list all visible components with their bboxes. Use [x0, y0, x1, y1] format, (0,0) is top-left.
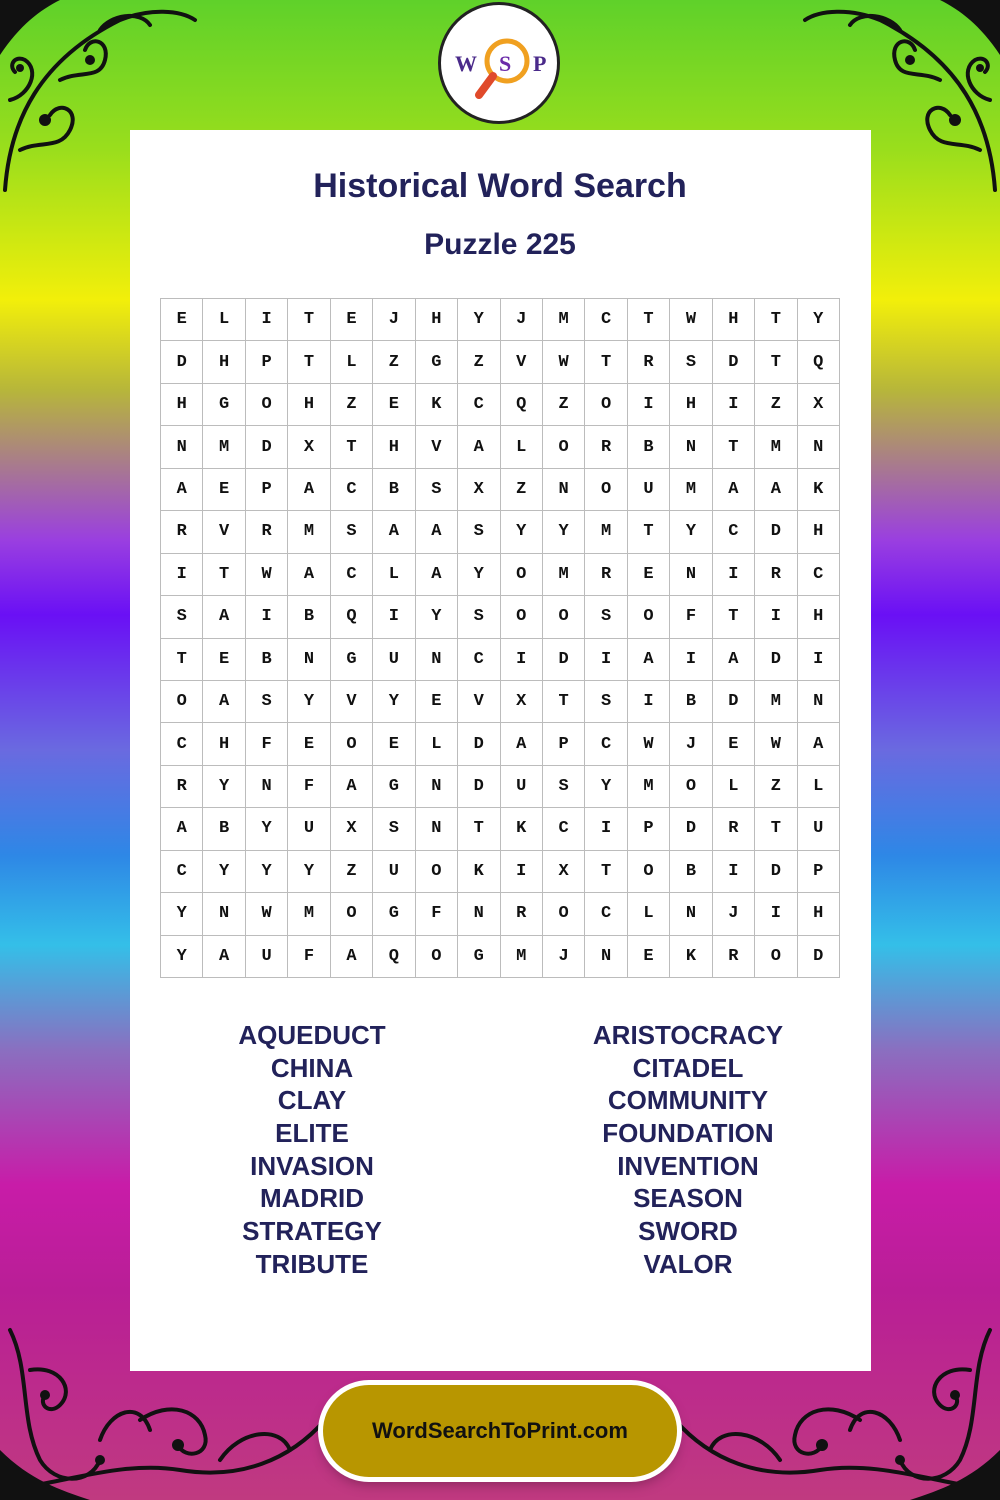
grid-cell[interactable]: X — [458, 469, 500, 511]
grid-cell[interactable]: T — [755, 299, 797, 341]
grid-cell[interactable]: N — [416, 639, 458, 681]
logo-letter-p: P — [533, 51, 547, 76]
grid-cell[interactable]: Y — [670, 511, 712, 553]
grid-cell[interactable]: N — [543, 469, 585, 511]
grid-cell[interactable]: H — [416, 299, 458, 341]
page-title: Historical Word Search — [313, 167, 687, 205]
grid-cell[interactable]: O — [628, 596, 670, 638]
grid-cell[interactable]: L — [798, 766, 840, 808]
word-list-item: VALOR — [643, 1248, 733, 1279]
grid-cell[interactable]: H — [713, 299, 755, 341]
grid-cell[interactable]: P — [246, 341, 288, 383]
grid-cell[interactable]: D — [798, 936, 840, 978]
word-list-item: MADRID — [260, 1183, 364, 1214]
grid-cell[interactable]: S — [161, 596, 203, 638]
grid-cell[interactable]: M — [628, 766, 670, 808]
grid-cell[interactable]: Q — [331, 596, 373, 638]
grid-cell[interactable]: O — [331, 723, 373, 765]
grid-cell[interactable]: I — [501, 851, 543, 893]
grid-cell[interactable]: L — [331, 341, 373, 383]
grid-cell[interactable]: A — [501, 723, 543, 765]
grid-cell[interactable]: M — [288, 511, 330, 553]
grid-cell[interactable]: C — [331, 469, 373, 511]
grid-cell[interactable]: F — [670, 596, 712, 638]
grid-cell[interactable]: D — [670, 808, 712, 850]
grid-cell[interactable]: A — [203, 596, 245, 638]
grid-cell[interactable]: A — [458, 426, 500, 468]
grid-cell[interactable]: N — [585, 936, 627, 978]
grid-cell[interactable]: H — [798, 893, 840, 935]
grid-cell[interactable]: S — [373, 808, 415, 850]
grid-cell[interactable]: A — [373, 511, 415, 553]
grid-cell[interactable]: D — [161, 341, 203, 383]
grid-cell[interactable]: E — [713, 723, 755, 765]
grid-cell[interactable]: K — [501, 808, 543, 850]
grid-cell[interactable]: D — [458, 766, 500, 808]
grid-cell[interactable]: K — [458, 851, 500, 893]
grid-cell[interactable]: Z — [755, 384, 797, 426]
grid-cell[interactable]: Y — [246, 808, 288, 850]
grid-cell[interactable]: O — [543, 893, 585, 935]
grid-cell[interactable]: Y — [416, 596, 458, 638]
grid-cell[interactable]: I — [373, 596, 415, 638]
grid-cell[interactable]: I — [713, 384, 755, 426]
grid-cell[interactable]: G — [373, 766, 415, 808]
grid-cell[interactable]: D — [458, 723, 500, 765]
grid-cell[interactable]: L — [416, 723, 458, 765]
word-list-item: CITADEL — [632, 1052, 744, 1083]
grid-cell[interactable]: N — [161, 426, 203, 468]
word-list-item: INVENTION — [617, 1150, 759, 1181]
word-list-item: INVASION — [250, 1150, 374, 1181]
grid-cell[interactable]: A — [416, 554, 458, 596]
grid-cell[interactable]: Y — [458, 554, 500, 596]
grid-cell[interactable]: A — [755, 469, 797, 511]
grid-cell[interactable]: T — [755, 808, 797, 850]
grid-cell[interactable]: E — [373, 723, 415, 765]
grid-cell[interactable]: D — [755, 851, 797, 893]
grid-cell[interactable]: A — [713, 639, 755, 681]
word-list-right — [508, 1019, 868, 1281]
grid-cell[interactable]: R — [161, 766, 203, 808]
grid-cell[interactable]: I — [628, 384, 670, 426]
grid-cell[interactable]: I — [628, 681, 670, 723]
grid-cell[interactable]: B — [628, 426, 670, 468]
grid-cell[interactable]: I — [670, 639, 712, 681]
grid-cell[interactable]: S — [543, 766, 585, 808]
grid-cell[interactable]: H — [798, 596, 840, 638]
grid-cell[interactable]: O — [161, 681, 203, 723]
grid-cell[interactable]: A — [288, 469, 330, 511]
grid-cell[interactable]: R — [628, 341, 670, 383]
grid-cell[interactable]: S — [246, 681, 288, 723]
grid-cell[interactable]: V — [501, 341, 543, 383]
grid-cell[interactable]: U — [246, 936, 288, 978]
grid-cell[interactable]: M — [501, 936, 543, 978]
grid-cell[interactable]: J — [543, 936, 585, 978]
grid-cell[interactable]: Y — [543, 511, 585, 553]
grid-cell[interactable]: R — [713, 936, 755, 978]
grid-cell[interactable]: V — [331, 681, 373, 723]
grid-cell[interactable]: C — [458, 384, 500, 426]
grid-cell[interactable]: U — [798, 808, 840, 850]
grid-cell[interactable]: M — [755, 426, 797, 468]
grid-cell[interactable]: K — [670, 936, 712, 978]
grid-cell[interactable]: U — [373, 639, 415, 681]
grid-cell[interactable]: I — [755, 893, 797, 935]
website-link-label: WordSearchToPrint.com — [372, 1418, 628, 1443]
grid-cell[interactable]: P — [246, 469, 288, 511]
grid-cell[interactable]: G — [373, 893, 415, 935]
grid-cell[interactable]: W — [246, 893, 288, 935]
grid-cell[interactable]: K — [416, 384, 458, 426]
grid-cell[interactable]: Z — [458, 341, 500, 383]
grid-cell[interactable]: Y — [161, 936, 203, 978]
grid-cell[interactable]: I — [713, 851, 755, 893]
word-list-item: COMMUNITY — [607, 1085, 769, 1116]
grid-cell[interactable]: Y — [203, 851, 245, 893]
grid-cell[interactable]: Z — [373, 341, 415, 383]
grid-cell[interactable]: Z — [331, 851, 373, 893]
grid-cell[interactable]: G — [458, 936, 500, 978]
grid-cell[interactable]: M — [203, 426, 245, 468]
word-list-item: AQUEDUCT — [238, 1020, 386, 1050]
grid-cell[interactable]: W — [755, 723, 797, 765]
grid-cell[interactable]: E — [203, 639, 245, 681]
grid-cell[interactable]: K — [798, 469, 840, 511]
grid-cell[interactable]: A — [161, 808, 203, 850]
grid-cell[interactable]: D — [713, 341, 755, 383]
grid-cell[interactable]: O — [628, 851, 670, 893]
grid-cell[interactable]: I — [755, 596, 797, 638]
grid-cell[interactable]: B — [670, 681, 712, 723]
grid-cell[interactable]: J — [713, 893, 755, 935]
grid-cell[interactable]: H — [203, 723, 245, 765]
grid-cell[interactable]: O — [501, 554, 543, 596]
logo-letter-w: W — [455, 51, 477, 76]
grid-cell[interactable]: W — [628, 723, 670, 765]
grid-cell[interactable]: O — [416, 936, 458, 978]
grid-cell[interactable]: I — [246, 299, 288, 341]
grid-cell[interactable]: T — [543, 681, 585, 723]
grid-cell[interactable]: P — [628, 808, 670, 850]
grid-cell[interactable]: T — [755, 341, 797, 383]
word-list-item: FOUNDATION — [602, 1118, 774, 1149]
grid-cell[interactable]: A — [331, 936, 373, 978]
grid-cell[interactable]: L — [373, 554, 415, 596]
word-list-item: SWORD — [638, 1216, 738, 1247]
grid-cell[interactable]: C — [713, 511, 755, 553]
grid-cell[interactable]: O — [670, 766, 712, 808]
grid-cell[interactable]: L — [501, 426, 543, 468]
grid-cell[interactable]: H — [203, 341, 245, 383]
grid-cell[interactable]: Z — [331, 384, 373, 426]
grid-cell[interactable]: S — [585, 681, 627, 723]
grid-cell[interactable]: E — [628, 554, 670, 596]
grid-cell[interactable]: F — [288, 766, 330, 808]
grid-cell[interactable]: T — [203, 554, 245, 596]
word-list-item: CLAY — [277, 1085, 347, 1116]
grid-cell[interactable]: B — [670, 851, 712, 893]
grid-cell[interactable]: O — [755, 936, 797, 978]
grid-cell[interactable]: X — [288, 426, 330, 468]
grid-cell[interactable]: I — [585, 808, 627, 850]
grid-cell[interactable]: N — [798, 426, 840, 468]
grid-cell[interactable]: A — [331, 766, 373, 808]
grid-cell[interactable]: Y — [288, 681, 330, 723]
grid-cell[interactable]: I — [585, 639, 627, 681]
logo-letter-s: S — [499, 51, 512, 76]
grid-cell[interactable]: V — [203, 511, 245, 553]
grid-cell[interactable]: V — [458, 681, 500, 723]
grid-cell[interactable]: D — [713, 681, 755, 723]
grid-cell[interactable]: O — [543, 426, 585, 468]
grid-cell[interactable]: A — [161, 469, 203, 511]
grid-cell[interactable]: O — [543, 596, 585, 638]
puzzle-number: Puzzle 225 — [424, 228, 576, 261]
grid-cell[interactable]: H — [288, 384, 330, 426]
grid-cell[interactable]: F — [288, 936, 330, 978]
grid-cell[interactable]: B — [246, 639, 288, 681]
grid-cell[interactable]: E — [416, 681, 458, 723]
grid-cell[interactable]: C — [585, 893, 627, 935]
grid-cell[interactable]: X — [543, 851, 585, 893]
grid-cell[interactable]: E — [288, 723, 330, 765]
grid-cell[interactable]: H — [798, 511, 840, 553]
grid-cell[interactable]: C — [585, 299, 627, 341]
grid-cell[interactable]: Z — [755, 766, 797, 808]
grid-cell[interactable]: N — [416, 808, 458, 850]
grid-cell[interactable]: I — [798, 639, 840, 681]
grid-cell[interactable]: T — [288, 341, 330, 383]
grid-cell[interactable]: T — [458, 808, 500, 850]
word-list-item: STRATEGY — [242, 1216, 382, 1247]
grid-cell[interactable]: D — [755, 639, 797, 681]
grid-cell[interactable]: Z — [543, 384, 585, 426]
grid-cell[interactable]: E — [161, 299, 203, 341]
grid-cell[interactable]: J — [373, 299, 415, 341]
grid-cell[interactable]: H — [670, 384, 712, 426]
grid-cell[interactable]: O — [331, 893, 373, 935]
grid-cell[interactable]: I — [501, 639, 543, 681]
grid-cell[interactable]: R — [713, 808, 755, 850]
grid-cell[interactable]: L — [203, 299, 245, 341]
grid-cell[interactable]: I — [246, 596, 288, 638]
grid-cell[interactable]: E — [373, 384, 415, 426]
grid-cell[interactable]: C — [458, 639, 500, 681]
grid-cell[interactable]: Q — [373, 936, 415, 978]
grid-cell[interactable]: R — [755, 554, 797, 596]
grid-cell[interactable]: Q — [501, 384, 543, 426]
grid-cell[interactable]: R — [161, 511, 203, 553]
grid-cell[interactable]: F — [246, 723, 288, 765]
grid-cell[interactable]: U — [373, 851, 415, 893]
grid-cell[interactable]: M — [585, 511, 627, 553]
grid-cell[interactable]: P — [543, 723, 585, 765]
grid-cell[interactable]: J — [670, 723, 712, 765]
grid-cell[interactable]: N — [203, 893, 245, 935]
grid-cell[interactable]: Y — [161, 893, 203, 935]
grid-cell[interactable]: X — [331, 808, 373, 850]
grid-cell[interactable]: Y — [288, 851, 330, 893]
grid-cell[interactable]: N — [246, 766, 288, 808]
grid-cell[interactable]: G — [331, 639, 373, 681]
grid-cell[interactable]: R — [501, 893, 543, 935]
grid-cell[interactable]: A — [628, 639, 670, 681]
grid-cell[interactable]: G — [203, 384, 245, 426]
grid-cell[interactable]: A — [203, 936, 245, 978]
grid-cell[interactable]: M — [543, 299, 585, 341]
grid-cell[interactable]: A — [713, 469, 755, 511]
grid-cell[interactable]: U — [501, 766, 543, 808]
grid-cell[interactable]: T — [331, 426, 373, 468]
grid-cell[interactable]: T — [585, 851, 627, 893]
grid-cell[interactable]: U — [628, 469, 670, 511]
grid-cell[interactable]: H — [161, 384, 203, 426]
grid-cell[interactable]: J — [501, 299, 543, 341]
grid-cell[interactable]: I — [713, 554, 755, 596]
grid-cell[interactable]: D — [755, 511, 797, 553]
grid-cell[interactable]: P — [798, 851, 840, 893]
grid-cell[interactable]: T — [713, 426, 755, 468]
grid-cell[interactable]: Y — [246, 851, 288, 893]
grid-cell[interactable]: L — [628, 893, 670, 935]
grid-cell[interactable]: W — [246, 554, 288, 596]
grid-cell[interactable]: N — [670, 893, 712, 935]
grid-cell[interactable]: C — [543, 808, 585, 850]
grid-cell[interactable]: E — [628, 936, 670, 978]
grid-cell[interactable]: G — [416, 341, 458, 383]
grid-cell[interactable]: N — [288, 639, 330, 681]
grid-cell[interactable]: B — [373, 469, 415, 511]
grid-cell[interactable]: T — [713, 596, 755, 638]
grid-cell[interactable]: D — [246, 426, 288, 468]
grid-cell[interactable]: Y — [458, 299, 500, 341]
grid-cell[interactable]: T — [628, 299, 670, 341]
grid-cell[interactable]: Y — [585, 766, 627, 808]
grid-cell[interactable]: O — [585, 384, 627, 426]
grid-cell[interactable]: A — [416, 511, 458, 553]
grid-cell[interactable]: S — [416, 469, 458, 511]
grid-cell[interactable]: R — [585, 554, 627, 596]
grid-cell[interactable]: Z — [501, 469, 543, 511]
website-link-button[interactable] — [323, 1385, 677, 1477]
grid-cell[interactable]: O — [416, 851, 458, 893]
grid-cell[interactable]: Y — [373, 681, 415, 723]
grid-cell[interactable]: R — [246, 511, 288, 553]
grid-cell[interactable]: H — [373, 426, 415, 468]
grid-cell[interactable]: Q — [798, 341, 840, 383]
grid-cell[interactable]: Y — [798, 299, 840, 341]
grid-cell[interactable]: O — [501, 596, 543, 638]
grid-cell[interactable]: Y — [203, 766, 245, 808]
grid-cell[interactable]: S — [670, 341, 712, 383]
grid-cell[interactable]: N — [416, 766, 458, 808]
grid-cell[interactable]: W — [543, 341, 585, 383]
grid-cell[interactable]: U — [288, 808, 330, 850]
grid-cell[interactable]: N — [670, 426, 712, 468]
grid-cell[interactable]: X — [798, 384, 840, 426]
grid-cell[interactable]: D — [543, 639, 585, 681]
grid-cell[interactable]: L — [713, 766, 755, 808]
grid-cell[interactable]: I — [161, 554, 203, 596]
grid-cell[interactable]: R — [585, 426, 627, 468]
grid-cell[interactable]: O — [585, 469, 627, 511]
grid-cell[interactable]: N — [798, 681, 840, 723]
grid-cell[interactable]: W — [670, 299, 712, 341]
grid-cell[interactable]: M — [670, 469, 712, 511]
grid-cell[interactable]: O — [246, 384, 288, 426]
grid-cell[interactable]: S — [458, 596, 500, 638]
grid-cell[interactable]: S — [585, 596, 627, 638]
grid-cell[interactable]: M — [288, 893, 330, 935]
grid-cell[interactable]: M — [755, 681, 797, 723]
grid-cell[interactable]: C — [161, 851, 203, 893]
grid-cell[interactable]: N — [670, 554, 712, 596]
letter-grid — [160, 298, 840, 978]
wsp-logo — [438, 2, 560, 124]
word-list-item: SEASON — [633, 1183, 743, 1214]
grid-cell[interactable]: T — [585, 341, 627, 383]
grid-cell[interactable]: S — [331, 511, 373, 553]
grid-cell[interactable]: C — [798, 554, 840, 596]
word-list-item: ELITE — [275, 1118, 349, 1149]
grid-cell[interactable]: M — [543, 554, 585, 596]
word-list-left — [132, 1019, 492, 1281]
grid-cell[interactable]: C — [331, 554, 373, 596]
grid-cell[interactable]: A — [203, 681, 245, 723]
word-list-item: ARISTOCRACY — [592, 1020, 784, 1050]
grid-cell[interactable]: A — [798, 723, 840, 765]
grid-cell[interactable]: F — [416, 893, 458, 935]
grid-cell[interactable]: S — [458, 511, 500, 553]
grid-cell[interactable]: B — [288, 596, 330, 638]
word-list-item: CHINA — [270, 1052, 354, 1083]
grid-cell[interactable]: V — [416, 426, 458, 468]
grid-cell[interactable]: B — [203, 808, 245, 850]
grid-cell[interactable]: X — [501, 681, 543, 723]
grid-cell[interactable]: T — [288, 299, 330, 341]
grid-cell[interactable]: A — [288, 554, 330, 596]
grid-cell[interactable]: C — [585, 723, 627, 765]
grid-cell[interactable]: E — [331, 299, 373, 341]
grid-cell[interactable]: T — [628, 511, 670, 553]
grid-cell[interactable]: E — [203, 469, 245, 511]
grid-cell[interactable]: T — [161, 639, 203, 681]
word-list-item: TRIBUTE — [255, 1248, 369, 1279]
grid-cell[interactable]: Y — [501, 511, 543, 553]
grid-cell[interactable]: N — [458, 893, 500, 935]
grid-cell[interactable]: C — [161, 723, 203, 765]
